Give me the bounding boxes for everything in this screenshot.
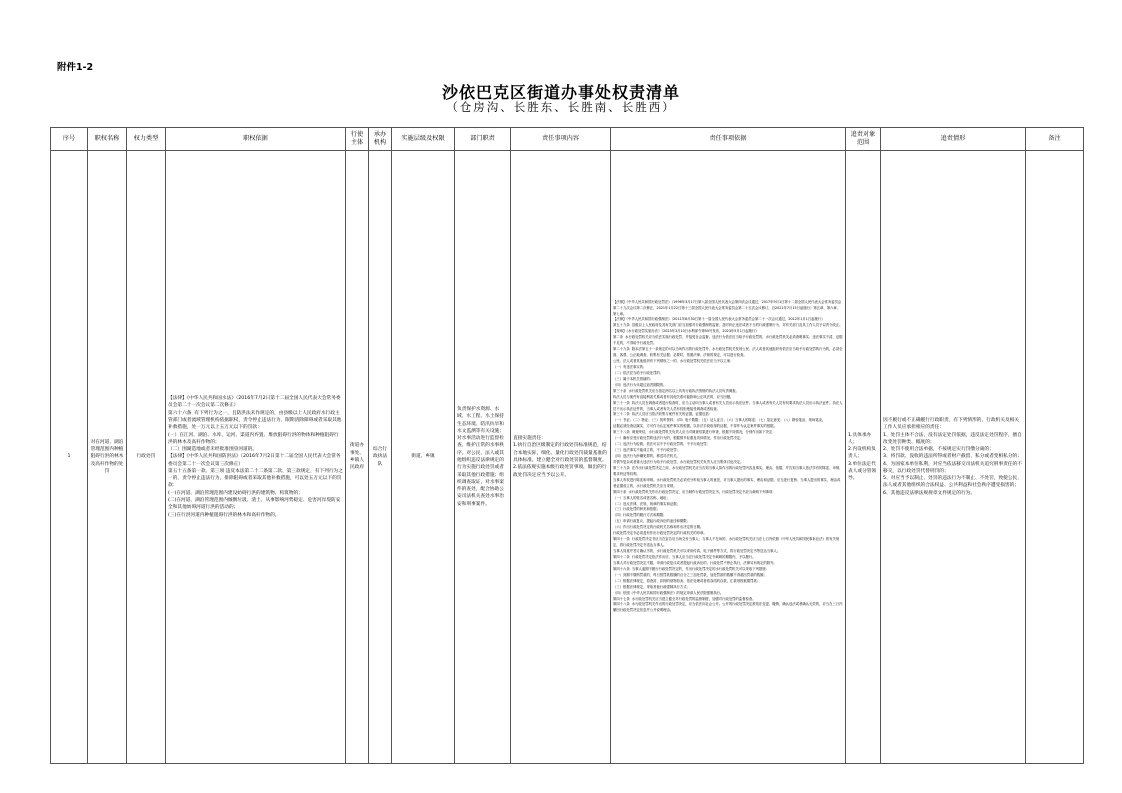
- cell-type: 行政处罚: [127, 151, 166, 764]
- cell-situation: [881, 151, 1026, 764]
- cell-name: 对在河道、湖泊管理范围内种植阻碍行洪的林木及高秆作物的处罚: [88, 151, 127, 764]
- cell-duty-basis: [611, 151, 846, 764]
- attachment-label: 附件1-2: [57, 62, 94, 73]
- header-level: 实施层级及权限: [392, 128, 455, 151]
- header-duty-basis: 责任事项依据: [611, 128, 846, 151]
- cell-remark: [1026, 151, 1084, 764]
- table-row: [51, 151, 1084, 764]
- document-title: 沙依巴克区街道办事处权责清单: [441, 83, 680, 102]
- header-seq: 序号: [51, 128, 88, 151]
- cell-seq: 1: [51, 151, 88, 764]
- header-situation: 追责情形: [881, 128, 1026, 151]
- cell-target: [846, 151, 881, 764]
- header-basis: 职权依据: [166, 128, 346, 151]
- header-type: 权力类型: [127, 128, 166, 151]
- duty-text: 负责保护水资源、水域、水工程、水土保持生态环境、防汛抗旱和水文监测等有关设施；对水事活动进行监督检查，维护正常的水事秩序。对公民、法人或其他组织违反法律规定的行为实施行政处罚或者采取其他行政措施；组织调查取证，对水事案件的查处，配合协助公安司法机关查处水事治安和刑事案件。: [457, 407, 504, 507]
- header-duty: 部门职责: [455, 128, 511, 151]
- cell-level: 街道、乡镇: [392, 151, 455, 764]
- authority-table: [50, 127, 1084, 764]
- header-target: 追责对象范围: [846, 128, 881, 151]
- header-org: 承办机构: [369, 128, 392, 151]
- situation-text: 因不履行或不正确履行行政职责，有下列情形的，行政机关及相关工作人员应承担相应的责任： 1、处罚主体不合法，没有法定处罚依据，违反法定处罚程序，擅自改变处罚种类、幅度的； 2、处罚不使用合法单据，不按规定实行罚缴分离的； 3、将罚款、没收的违法所得或者财产截留、私分或者变相私分的； 4、为国家本单位私利，对应当依法移交司法机关追究刑事责任的不移交，以行政处罚代替刑罚的； 5、对应当予以制止、处罚的违法行为不制止、不处罚，致使公民、法人或者其他组织的合法权益、公共利益和社会秩序遭受损害的； 6、其他违反法律法规规章文件规定的行为。: [883, 417, 1022, 496]
- header-name: 职权名称: [88, 128, 127, 151]
- cell-duty: [455, 151, 511, 764]
- document-subtitle: （仓房沟、长胜东、长胜南、长胜西）: [446, 100, 676, 114]
- cell-content: [511, 151, 611, 764]
- cell-org: 综合行政执法队: [369, 151, 392, 764]
- target-text: 1.具体承办人； 2.内设机构负责人； 3.单位法定代表人或分管领导。: [848, 432, 877, 482]
- cell-basis: [166, 151, 346, 764]
- header-content: 责任事项内容: [511, 128, 611, 151]
- duty-basis-text: 【法律】《中华人民共和国行政处罚法》（1996年3月17日第八届全国人民代表大会第四次会议通过，2017年9月1日第十二届全国人民代表大会常务委员会第二十九次会议第二次修正，2021年1月22日第十三届全国人民代表大会常务委员会第二十五次会议修订，自2021年7月15日起施行）第五章、第六章、第七章。 【法律】《中华人民共和国行政强制法》（2011年6月30日第十一届全国人民代表大会常务委员会第二十一次会议通过，2012年1月1日起施行） 第五十九条 县级以上人民政府及其有关部门应当加强对行政强制的监督，及时纠正违法或者不当的行政强制行为，对有关部门及其工作人员予以责令改正。 【规章】《水行政处罚实施办法》（2023年3月10日水利部令第55号发布，2023年5月1日起施行） 第二条 水行政处罚机关应当依法实施行政处罚，并接受社会监督。违法行为依法应当给予行政处罚的，水行政处罚机关必须查明事实；违法事实不清、证据不足的，不得给予行政处罚。 第二十九条 除本法第五十一条规定的可以当场作出的行政处罚外，水行政处罚机关发现公民、法人或者其他组织有依法应当给予行政处罚的行为的，必须全面、客观、公正地调查，收集有关证据；必要时，依照法律、法规的规定，可以进行检查。 公民、法人或者其他组织有下列情形之一的，水行政处罚机关依法应当予以立案： （一）有违法事实的； （二）依法应当给予行政处罚的； （三）属于本机关管辖的； （四）违法行为未超过追责期限的。 第三十条 水行政处罚机关应当指定两名以上具有行政执法资格的执法人员负责调查。 执法人员与案件有直接利害关系或者有其他关系可能影响公正执法的，应当回避。 第三十一条 执法人员在调查或者进行检查时，应当主动向当事人或者有关人员出示执法证件。当事人或者有关人员有权要求执法人员出示执法证件。执法人员不出示执法证件的，当事人或者有关人员有权拒绝接受调查或者检查。 第三十二条 执法人员应当依法收集与案件有关的证据。证据包括： （一）书证；（二）物证；（三）视听资料；（四）电子数据；（五）证人证言；（六）当事人的陈述；（七）鉴定意见；（八）勘验笔录、现场笔录。 证据必须经查证属实，方可作为认定案件事实的根据。以非法手段取得的证据，不得作为认定案件事实的根据。 第三十八条 调查终结，水行政处罚机关负责人应当对调查结果进行审查，根据不同情况，分别作出如下决定： （一）确有应受行政处罚的违法行为的，根据情节轻重及具体情况，作出行政处罚决定； （二）违法行为轻微，依法可以不予行政处罚的，不予行政处罚； （三）违法事实不能成立的，不予行政处罚； （四）违法行为涉嫌犯罪的，移送司法机关。 对情节复杂或者重大违法行为给予行政处罚，水行政处罚机关负责人应当集体讨论决定。 第三十九条 在作出行政处罚决定之前，水行政处罚机关应当告知当事人拟作出的行政处罚内容及事实、理由、依据，并告知当事人依法享有的陈述、申辩、要求听证等权利。 当事人有权进行陈述和申辩。水行政处罚机关必须充分听取当事人的意见，对当事人提出的事实、理由和证据，应当进行复核；当事人提出的事实、理由或者证据成立的，水行政处罚机关应当采纳。 第四十条 水行政处罚机关作出行政处罚决定，应当制作行政处罚决定书。行政处罚决定书应当载明下列事项： （一）当事人的姓名或者名称、地址； （二）违反法律、法规、规章的事实和证据； （三）行政处罚的种类和依据； （四）行政处罚的履行方式和期限； （五）申请行政复议、提起行政诉讼的途径和期限； （六）作出行政处罚决定的行政机关名称和作出决定的日期。 行政处罚决定书必须盖有作出行政处罚决定的行政机关的印章。 第四十一条 行政处罚决定书应当在宣告后当场交付当事人；当事人不在场的，水行政处罚机关应当在七日内依照《中华人民共和国民事诉讼法》的有关规定，将行政处罚决定书送达当事人。 当事人同意并签订确认书的，水行政处罚机关可以采用传真、电子邮件等方式，将行政处罚决定书等送达当事人。 第四十二条 行政处罚决定依法作出后，当事人应当在行政处罚决定书载明的期限内，予以履行。 当事人对行政处罚决定不服，申请行政复议或者提起行政诉讼的，行政处罚不停止执行，法律另有规定的除外。 第四十六条 当事人逾期不履行行政处罚决定的，作出行政处罚决定的水行政处罚机关可以采取下列措施： （一）到期不缴纳罚款的，每日按罚款数额的百分之三加处罚款，加处罚款的数额不得超出罚款的数额； （二）根据法律规定，将查封、扣押的财物拍卖、依法处理或者将冻结的存款、汇款划拨抵缴罚款； （三）根据法律规定，采取其他行政强制执行方式； （四）依照《中华人民共和国行政强制法》的规定申请人民法院强制执行。 第四十七条 水行政处罚机关应当建立健全对行政处罚的监督制度，加强对行政处罚的监督检查。 第四十八条 水行政处罚机关作出的行政处罚决定，应当依法向社会公开。公开的行政处罚决定被依法变更、撤销、确认违法或者确认无效的，应当在三日内撤回行政处罚决定信息并公开说明理由。: [613, 299, 843, 613]
- content-text: 直接实施责任： 1.执行自治区级制定的行政处罚标准规范，结合本地实际，细化、量化行政处罚裁量基准的具体标准。建立健全对行政处罚的监督制度。 2.依法依规实施本级行政处罚事项，做出的行政处罚决定应当予以公开。: [513, 436, 607, 478]
- header-subject: 行使主体: [346, 128, 369, 151]
- cell-subject: 街道办事处、乡镇人民政府: [346, 151, 369, 764]
- table-header-row: [51, 128, 1084, 151]
- header-remark: 备注: [1026, 128, 1084, 151]
- basis-text: 【法律】《中华人民共和国水法》（2016年7月2日第十二届全国人民代表大会常务委员会第二十一次会议第二次修正） 第六十六条 有下列行为之一，且防洪法未作规定的，由县级以上人民政府水行政主管部门或者流域管理机构依据职权，责令停止违法行为，限期清除障碍或者采取其他补救措施，处一万元以上五万元以下的罚款： (一）在江河、湖泊、水库、运河、渠道内弃置、堆放阻碍行洪的物体和种植阻碍行洪的林木及高秆作物的； （二）围湖造地或者未经批准围垦河道的。 【法律】《中华人民共和国防洪法》（2016年7月2日第十二届全国人民代表大会常务委员会第二十一次会议第三次修正） 第五十五条第一款、第三项 违反本法第二十二条第二款、第三款规定，有下列行为之一的，责令停止违法行为，排除阻碍或者采取其他补救措施，可以处五万元以下的罚款： (一)在河道、湖泊管理范围内建设妨碍行洪的建筑物、构筑物的； (二)在河道、湖泊管理范围内倾倒垃圾、渣土，从事影响河势稳定、危害河岸堤防安全和其他妨碍河道行洪的活动的； (三)在行洪河道内种植阻碍行洪的林木和高秆作物的。: [168, 396, 343, 518]
